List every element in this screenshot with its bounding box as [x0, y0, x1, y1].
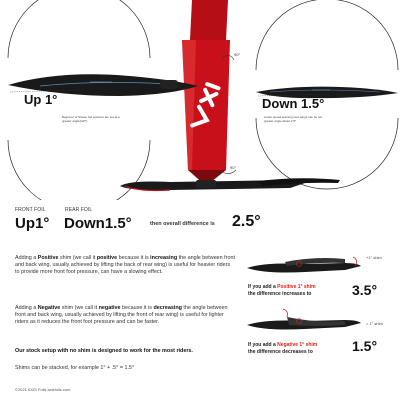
fuselage-assembly	[120, 178, 340, 190]
top-angle-label: 90°	[234, 52, 241, 57]
positive-shim-label: +1° shim	[366, 255, 382, 260]
front-callout-value: Up 1°	[24, 92, 58, 107]
front-foil-value: Up1°	[15, 215, 50, 232]
rear-callout-note: Lower speed learning rear wings can be set greater angle about 2.5°	[264, 115, 323, 123]
rear-foil-value: Down1.5°	[64, 215, 132, 232]
positive-result-text: If you add a Positive 1° shim the difference increases to	[248, 284, 316, 297]
rear-callout-value: Down 1.5°	[262, 96, 325, 111]
front-foil-label: FRONT FOIL	[15, 207, 46, 213]
rear-foil-label: REAR FOIL	[65, 207, 93, 213]
negative-shim-paragraph: Adding a Negative shim (we call it negative because it is decreasing the angle between front and back wing, usually achieved by lifting the front of rear wing) is useful for lighter riders as it reduces the front foot pressure and can be faster.	[15, 305, 228, 325]
positive-shim-paragraph: Adding a Positive shim (we call it positive because it is increasing the angle between front and back wing, usually achieved by lifting the back of rear wing) is useful for heavier riders to provide more front foot pressure, can have a slowing effect.	[15, 255, 235, 275]
overall-difference: 2.5°	[232, 213, 261, 230]
negative-shim-label: = 1° shim	[366, 321, 383, 326]
footer-copyright: ©2021 AXIS Foils axisfoils.com	[15, 387, 71, 392]
difference-connector: then overall difference is	[150, 221, 215, 227]
bottom-angle-label: 90°	[230, 165, 237, 170]
negative-shim-arrow-icon	[283, 309, 288, 317]
negative-result-value: 1.5°	[352, 338, 378, 354]
negative-result-text: If you add a Negative 1° shim the difference decreases to	[248, 342, 318, 355]
stacking-note: Shims can be stacked, for example 1° + .5° = 1.5°	[15, 365, 135, 371]
front-callout-note: Beginner of Slower foil sections are set at a greater angle(HZ?)	[62, 115, 120, 123]
stock-setup-note: Our stock setup with no shim is designed to work for the most riders.	[15, 348, 193, 354]
positive-result-value: 3.5°	[352, 282, 378, 298]
